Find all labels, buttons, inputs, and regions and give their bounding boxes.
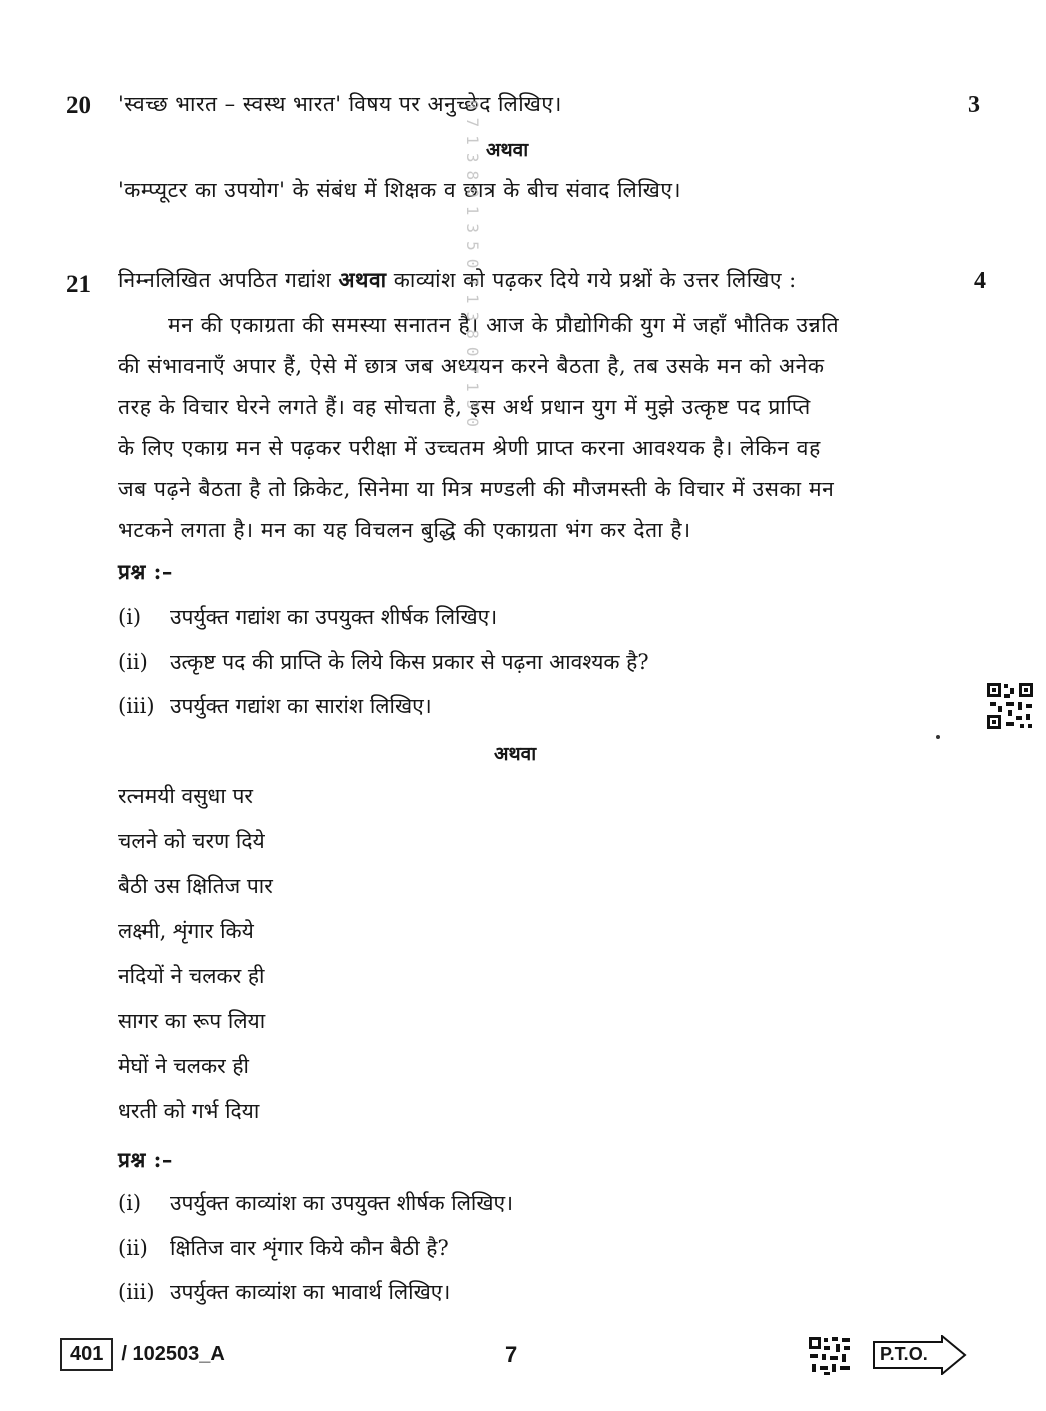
poem-line: सागर का रूप लिया — [118, 1009, 266, 1033]
margin-dot — [936, 735, 940, 739]
poem-line: मेघों ने चलकर ही — [118, 1054, 249, 1078]
prose-question-number: (ii) — [118, 650, 148, 674]
paper-code-suffix: / 102503_A — [121, 1342, 225, 1365]
poem-line: नदियों ने चलकर ही — [118, 964, 265, 988]
question-number-20: 20 — [66, 92, 91, 119]
page-number: 7 — [505, 1342, 518, 1367]
instruction-part-b: काव्यांश — [393, 268, 456, 292]
watermark-serial: 0713801350713807130 — [463, 100, 482, 436]
poem-line: धरती को गर्भ दिया — [118, 1099, 260, 1123]
passage-line: मन की एकाग्रता की समस्या सनातन है। आज के प्रौद्योगिकी युग में जहाँ भौतिक उन्नति — [168, 313, 840, 337]
prose-question-item — [118, 603, 497, 631]
question-number-21: 21 — [66, 271, 91, 298]
question-21-marks: 4 — [974, 268, 986, 294]
unseen-passage — [118, 305, 948, 551]
or-divider-q20: अथवा — [486, 139, 529, 161]
question-20-marks: 3 — [968, 92, 980, 118]
pto-indicator — [872, 1335, 968, 1375]
poem-question-text: उपर्युक्त काव्यांश का उपयुक्त शीर्षक लिखिए। — [170, 1191, 514, 1215]
paper-code — [60, 1337, 225, 1371]
poem-question-number: (i) — [118, 1191, 142, 1215]
passage-line: की संभावनाएँ अपार हैं, ऐसे में छात्र जब अध्ययन करने बैठता है, तब उसके मन को अनेक — [118, 354, 825, 378]
poem-question-item — [118, 1234, 449, 1262]
prose-question-text: उपर्युक्त गद्यांश का सारांश लिखिए। — [170, 694, 432, 718]
prose-question-item — [118, 648, 649, 676]
barcode-icon — [808, 1336, 852, 1376]
question-20-text: 'स्वच्छ भारत – स्वस्थ भारत' विषय पर अनुच्छेद लिखिए। — [118, 92, 562, 116]
poem-question-item — [118, 1189, 513, 1217]
poem-question-text: उपर्युक्त काव्यांश का भावार्थ लिखिए। — [170, 1280, 451, 1304]
or-divider-q21: अथवा — [494, 743, 537, 765]
paper-code-box: 401 — [60, 1338, 113, 1371]
poem-line: चलने को चरण दिये — [118, 829, 265, 853]
prose-question-text: उत्कृष्ट पद की प्राप्ति के लिये किस प्रकार से पढ़ना आवश्यक है? — [170, 650, 649, 674]
prose-question-number: (i) — [118, 605, 142, 629]
poem-question-number: (ii) — [118, 1236, 148, 1260]
passage-line: तरह के विचार घेरने लगते हैं। वह सोचता है, इस अर्थ प्रधान युग में मुझे उत्कृष्ट पद प्राप्ति — [118, 395, 811, 419]
prose-question-number: (iii) — [118, 694, 155, 718]
question-20-alternative: 'कम्प्यूटर का उपयोग' के संबंध में शिक्षक व छात्र के बीच संवाद लिखिए। — [118, 178, 681, 202]
passage-line: जब पढ़ने बैठता है तो क्रिकेट, सिनेमा या मित्र मण्डली की मौजमस्ती के विचार में उसका मन — [118, 477, 835, 501]
instruction-part-a: निम्नलिखित अपठित गद्यांश — [118, 268, 332, 292]
poem-stanza — [118, 782, 273, 1142]
poem-question-text: क्षितिज वार शृंगार किये कौन बैठी है? — [170, 1236, 449, 1260]
qr-code-icon — [986, 682, 1034, 730]
passage-line: के लिए एकाग्र मन से पढ़कर परीक्षा में उच्चतम श्रेणी प्राप्त करना आवश्यक है। लेकिन वह — [118, 436, 821, 460]
poem-question-item — [118, 1278, 450, 1306]
poem-line: रत्नमयी वसुधा पर — [118, 784, 253, 808]
questions-label: प्रश्न :– — [118, 559, 173, 584]
pto-label: P.T.O. — [880, 1344, 928, 1364]
passage-line: भटकने लगता है। मन का यह विचलन बुद्धि की एकाग्रता भंग कर देता है। — [118, 518, 691, 542]
poem-line: लक्ष्मी, शृंगार किये — [118, 919, 254, 943]
questions-label-2: प्रश्न :– — [118, 1147, 173, 1172]
instruction-or: अथवा — [338, 267, 387, 292]
prose-question-item — [118, 692, 432, 720]
prose-question-text: उपर्युक्त गद्यांश का उपयुक्त शीर्षक लिखिए। — [170, 605, 498, 629]
poem-question-number: (iii) — [118, 1280, 155, 1304]
instruction-part-c: को पढ़कर दिये गये प्रश्नों के उत्तर लिखिए : — [463, 268, 797, 292]
poem-line: बैठी उस क्षितिज पार — [118, 874, 273, 898]
